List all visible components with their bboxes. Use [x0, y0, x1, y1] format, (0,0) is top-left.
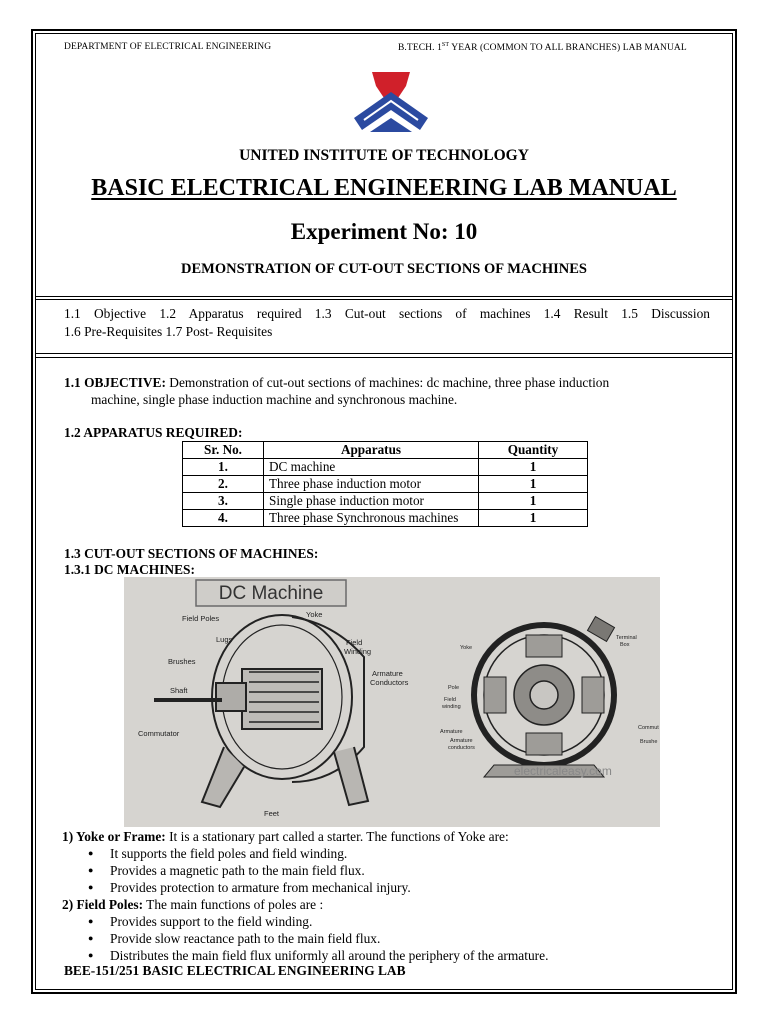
svg-text:Terminal: Terminal: [616, 635, 637, 641]
page-footer: BEE-151/251 BASIC ELECTRICAL ENGINEERING LAB: [64, 963, 406, 978]
table-cell: Three phase Synchronous machines: [264, 510, 479, 527]
table-row: [183, 493, 588, 510]
table-row: [183, 459, 588, 476]
header-department: DEPARTMENT OF ELECTRICAL ENGINEERING: [64, 42, 272, 52]
yoke-heading-line: 1) Yoke or Frame: It is a stationary part called a starter. The functions of Yoke are:: [62, 829, 509, 844]
table-header-row: [183, 442, 588, 459]
table-cell: 4.: [183, 510, 264, 527]
svg-text:Brushes: Brushes: [168, 657, 196, 666]
table-cell: 2.: [183, 476, 264, 493]
apparatus-heading: 1.2 APPARATUS REQUIRED:: [64, 425, 243, 440]
svg-text:Armature: Armature: [440, 729, 463, 735]
table-cell: 3.: [183, 493, 264, 510]
svg-text:Field Poles: Field Poles: [182, 614, 220, 623]
institute-logo-icon: [350, 68, 432, 136]
table-row: [183, 510, 588, 527]
poles-heading-line: 2) Field Poles: The main functions of poles are :: [62, 897, 324, 912]
table-cell: 1: [479, 493, 588, 510]
apparatus-table: [182, 441, 588, 527]
svg-text:Yoke: Yoke: [460, 645, 473, 651]
figure-banner: DC Machine: [218, 583, 324, 604]
svg-text:Shaft: Shaft: [170, 686, 188, 695]
contents-list: [64, 305, 710, 341]
table-cell: 1: [479, 476, 588, 493]
svg-text:winding: winding: [442, 704, 461, 710]
svg-text:Armature: Armature: [372, 669, 403, 678]
svg-text:Commutator: Commutator: [138, 729, 180, 738]
svg-text:Yoke: Yoke: [306, 610, 323, 619]
experiment-number: Experiment No: 10: [290, 219, 478, 244]
table-cell: DC machine: [264, 459, 479, 476]
dc-machines-heading: 1.3.1 DC MACHINES:: [64, 562, 195, 577]
svg-text:Feet: Feet: [264, 809, 280, 818]
divider: [36, 296, 732, 297]
contents-line: 1.1 Objective 1.2 Apparatus required 1.3 Cut-out sections of machines 1.4 Result 1.5 Discussion: [64, 306, 710, 321]
divider: [36, 353, 732, 354]
svg-text:Armature: Armature: [450, 738, 473, 744]
table-cell: 1.: [183, 459, 264, 476]
header-course: B.TECH. 1ST YEAR (COMMON TO ALL BRANCHES) LAB MANUAL: [398, 42, 687, 54]
svg-text:Conductors: Conductors: [370, 678, 409, 687]
table-cell: Single phase induction motor: [264, 493, 479, 510]
column-header: Sr. No.: [183, 442, 264, 459]
column-header: Apparatus: [264, 442, 479, 459]
table-cell: Three phase induction motor: [264, 476, 479, 493]
table-cell: 1: [479, 459, 588, 476]
svg-text:Pole: Pole: [448, 685, 460, 691]
column-header: Quantity: [479, 442, 588, 459]
svg-text:Box: Box: [620, 642, 630, 648]
svg-text:conductors: conductors: [448, 745, 475, 751]
manual-title: BASIC ELECTRICAL ENGINEERING LAB MANUAL: [91, 175, 677, 201]
objective-section: [64, 374, 714, 391]
table-row: [183, 476, 588, 493]
svg-text:Brushe: Brushe: [640, 739, 658, 745]
svg-text:Field: Field: [444, 697, 456, 703]
svg-text:Lugs: Lugs: [216, 635, 233, 644]
lab-manual-page: DEPARTMENT OF ELECTRICAL ENGINEERING B.TECH. 1ST YEAR (COMMON TO ALL BRANCHES) LAB MANUAL UNITED INSTITUTE OF TECHNOLOGY BASIC ELECTRICAL ENGINEERING LAB MANUAL Experiment No: 10 DEMONSTRATION OF CUT-OUT SECTIONS OF MACHINES 1.1 Objective 1.2 Apparatus required 1.3 Cut-out sections of machines 1.4 Result 1.5 Discussion 1.6 Pre-Requisites 1.7 Post- Requisites 1.1 OBJECTIVE: Demonstration of cut-out sections of machines: dc machine, three phase induction machine, single phase induction machine and synchronous machine. 1.2 APPARATUS REQUIRED: Sr. No. Apparatus Quantity 1. DC machine 1 2. Three phase induction motor 1 3. Single phase induction motor 1 4. Three phase Synchronous machines 1 1.3 CUT-OUT SECTIONS OF MACHINES: 1.3.1 DC MACHINES: DC Machine Field Poles Lugs Brushes Shaft Commutator Yoke Field Winding Armature Conductors Feet Yoke Terminal Box Pole Field winding Armature Armature conductors Commut Brushe electricaleasy.com 1) Yoke or Frame: It is a stationary part called a starter. The functions of Yoke are: ● It supports the field poles and field winding. ● Provides a magnetic path to the main field flux. ● Provides protection to armature from mechanical injury. 2) Field Poles: The main functions of poles are : ● Provides support to the field winding. ● Provide slow reactance path to the main field flux. ● Distributes the main field flux uniformly all around the periphery of the armature. BEE-151/251 BASIC ELECTRICAL ENGINEERING LAB: [0, 0, 768, 1024]
objective-heading: 1.1 OBJECTIVE:: [64, 375, 166, 390]
dc-machine-figure: [124, 577, 660, 827]
contents-line: 1.6 Pre-Requisites 1.7 Post- Requisites: [64, 324, 273, 339]
svg-text:Winding: Winding: [344, 647, 372, 656]
svg-text:Field: Field: [346, 638, 363, 647]
divider: [36, 299, 732, 300]
objective-text-cont: machine, single phase induction machine and synchronous machine.: [91, 392, 458, 407]
institute-name: UNITED INSTITUTE OF TECHNOLOGY: [239, 147, 529, 164]
divider: [36, 357, 732, 358]
table-cell: 1: [479, 510, 588, 527]
experiment-subtitle: DEMONSTRATION OF CUT-OUT SECTIONS OF MACHINES: [181, 261, 587, 277]
svg-text:Commut: Commut: [638, 725, 659, 731]
objective-text: Demonstration of cut-out sections of machines: dc machine, three phase induction: [165, 375, 610, 390]
figure-watermark: electricaleasy.com: [514, 764, 612, 778]
cutout-heading: 1.3 CUT-OUT SECTIONS OF MACHINES:: [64, 546, 319, 561]
